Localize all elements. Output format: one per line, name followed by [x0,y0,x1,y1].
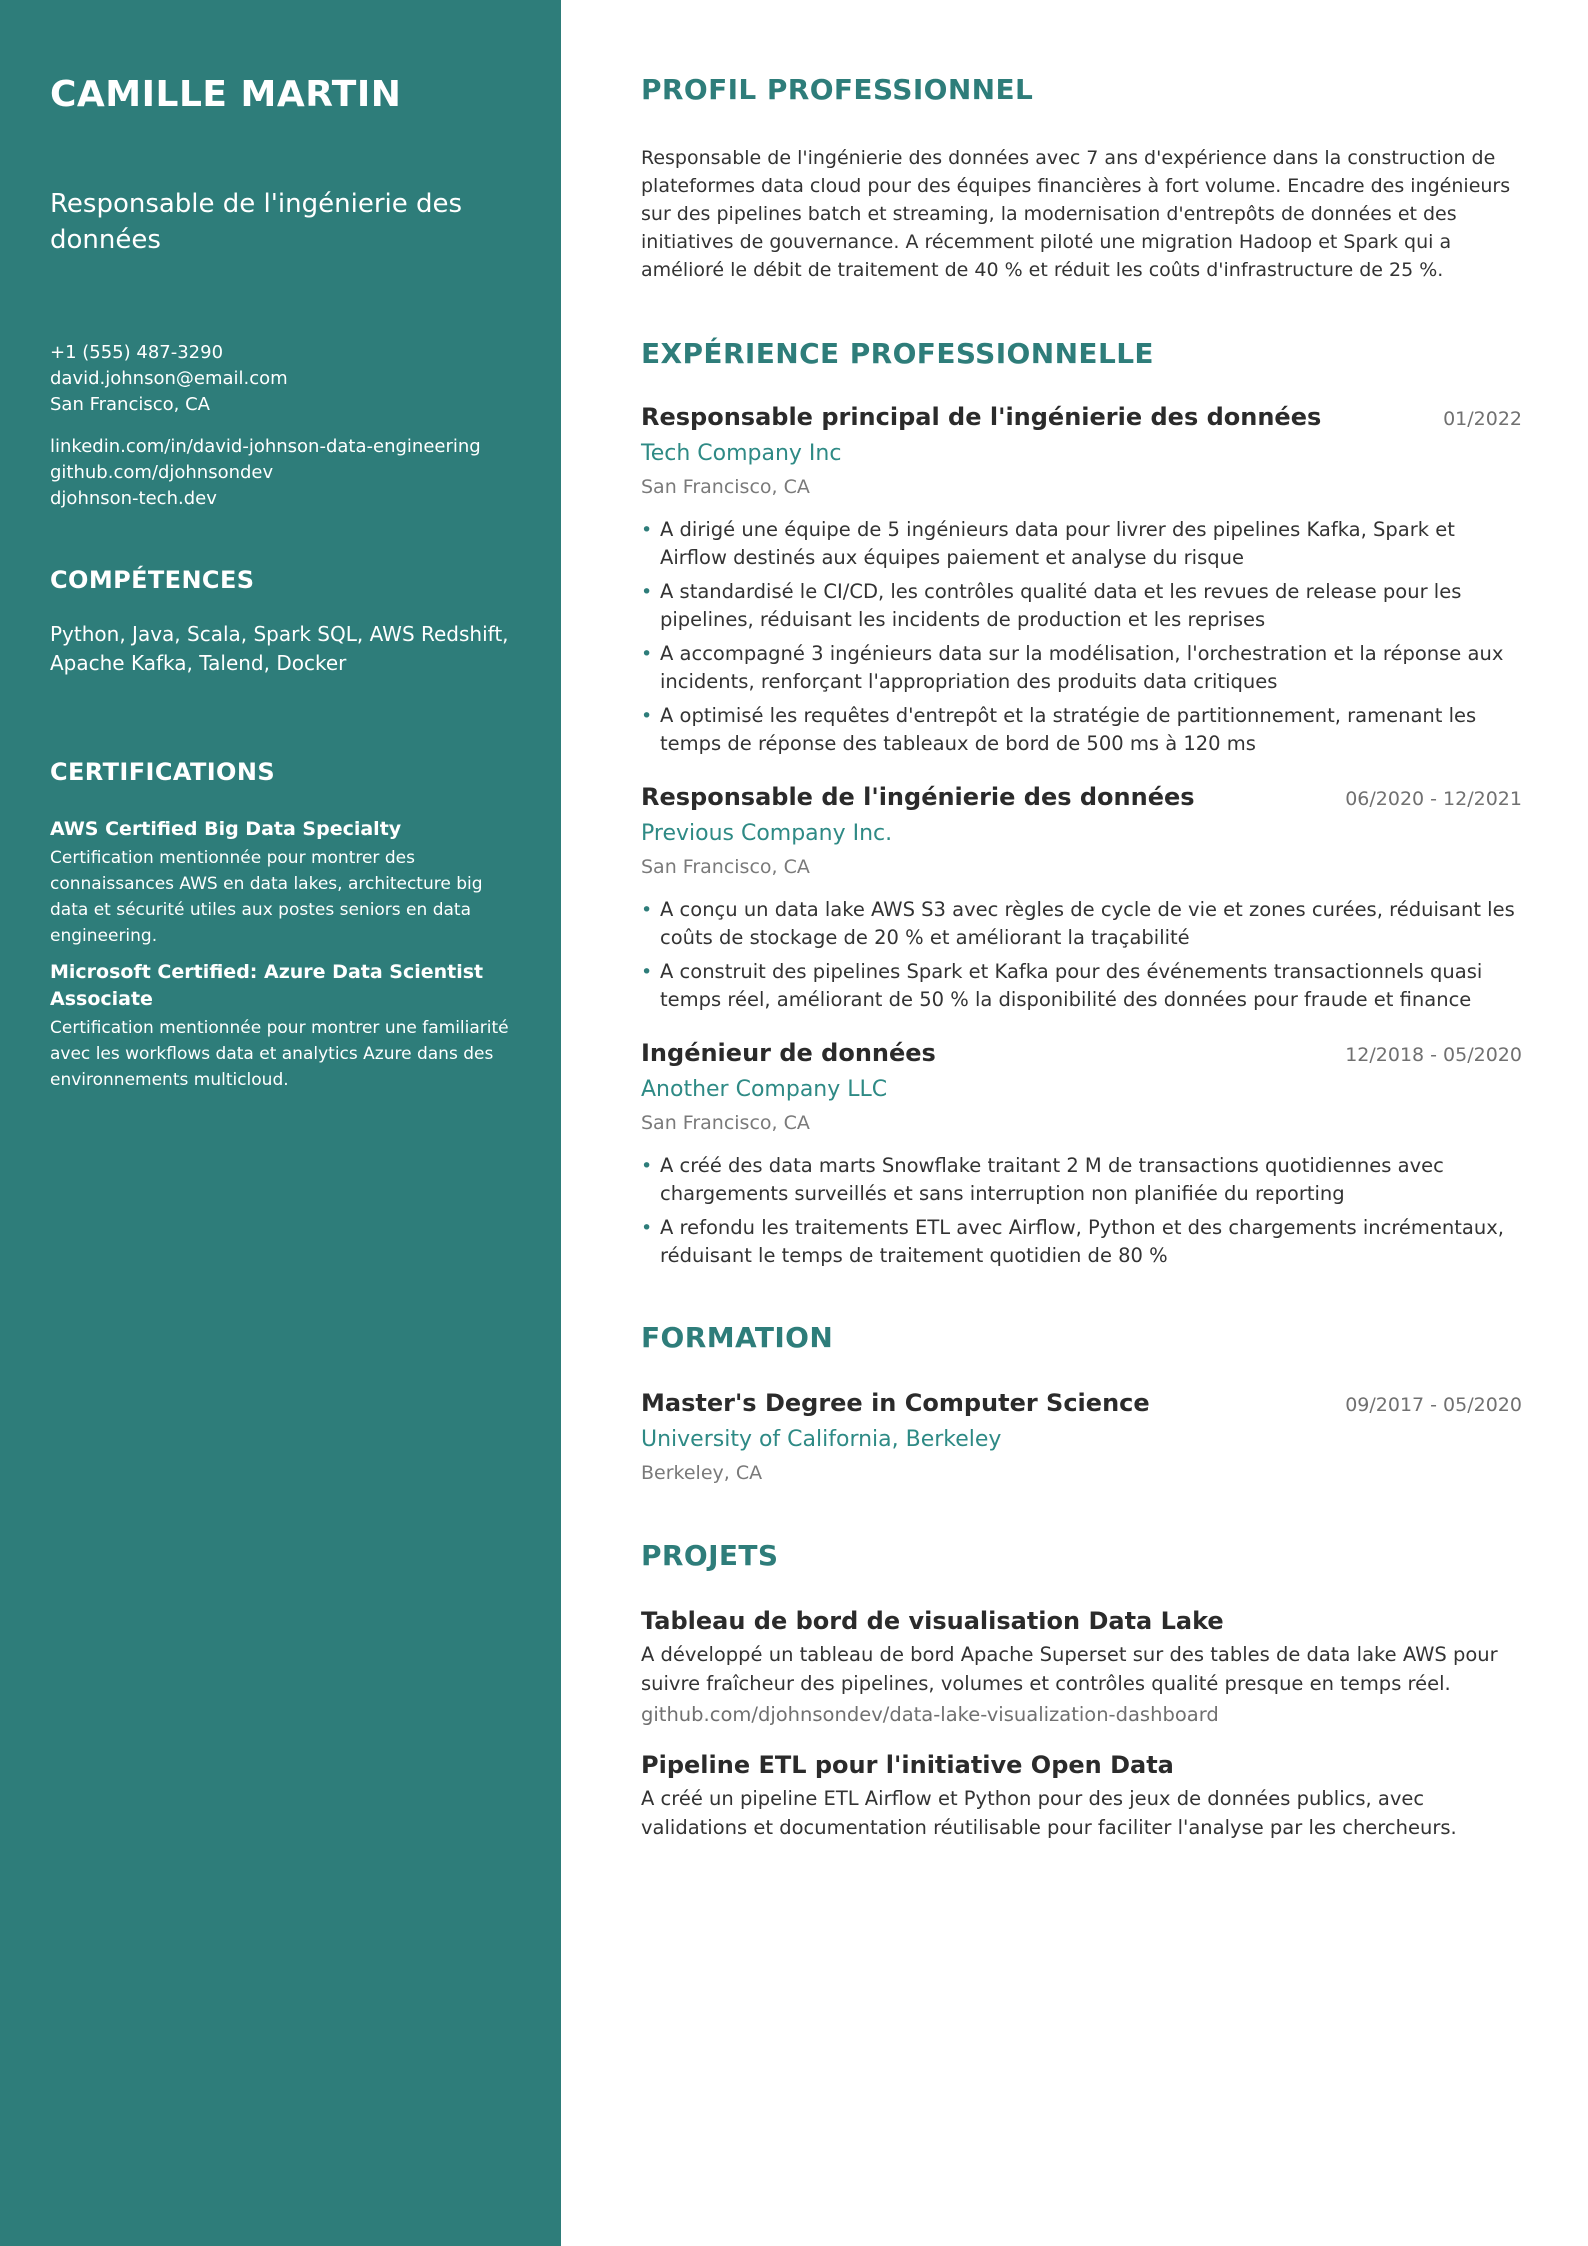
certification-name: AWS Certified Big Data Specialty [50,818,402,840]
website-link[interactable]: djohnson-tech.dev [50,488,217,509]
linkedin-link[interactable]: linkedin.com/in/david-johnson-data-engineering [50,436,481,457]
project-link[interactable]: github.com/djohnsondev/data-lake-visualization-dashboard [641,1703,1219,1726]
projects-heading: PROJETS [641,1539,779,1572]
certification-name: Microsoft Certified: Azure Data Scientist Associate [50,961,484,1010]
bullet-icon: • [641,961,653,983]
job-bullet: • A construit des pipelines Spark et Kafka pour des événements transactionnels quasi temps réel, améliorant de 50 % la disponibilité des données pour fraude et finance [641,960,1483,1011]
job-entry [641,400,1522,758]
bullet-icon: • [641,643,653,665]
github-link[interactable]: github.com/djohnsondev [50,462,274,483]
school-location: Berkeley, CA [641,1462,763,1484]
certification-description: Certification mentionnée pour montrer une familiarité avec les workflows data et analytics Azure dans des environnements multicloud. [50,1018,509,1090]
education-heading: FORMATION [641,1321,834,1354]
school-name: University of California, Berkeley [641,1427,1002,1452]
certification-description: Certification mentionnée pour montrer des connaissances AWS en data lakes, architecture big data et sécurité utiles aux postes seniors en data engineering. [50,848,483,946]
projects-list [641,1604,1522,1842]
education-entry [641,1386,1522,1488]
projects-section [641,1538,1522,1842]
candidate-name: CAMILLE MARTIN [50,74,402,115]
degree-title: Master's Degree in Computer Science [641,1389,1150,1417]
job-bullets [641,1152,1522,1270]
bullet-icon: • [641,581,653,603]
job-company: Another Company LLC [641,1077,888,1102]
skills-list: Python, Java, Scala, Spark SQL, AWS Redshift, Apache Kafka, Talend, Docker [50,622,509,675]
job-company: Previous Company Inc. [641,821,893,846]
job-entry [641,780,1522,1014]
experience-heading: EXPÉRIENCE PROFESSIONNELLE [641,337,1154,370]
job-location: San Francisco, CA [641,476,810,498]
bullet-icon: • [641,1155,653,1177]
job-location: San Francisco, CA [641,1112,810,1134]
job-date: 06/2020 - 12/2021 [1345,788,1522,810]
job-date: 12/2018 - 05/2020 [1345,1044,1522,1066]
phone-number: +1 (555) 487-3290 [50,342,224,363]
job-bullets [641,516,1522,758]
certification-item [50,816,511,949]
project-description: A développé un tableau de bord Apache Superset sur des tables de data lake AWS pour suivre fraîcheur des pipelines, volumes et contrôles qualité presque en temps réel. [641,1643,1498,1695]
project-entry [641,1604,1522,1730]
bullet-icon: • [641,519,653,541]
job-bullet: • A optimisé les requêtes d'entrepôt et la stratégie de partitionnement, ramenant les temps de réponse des tableaux de bord de 500 ms à 120 ms [641,704,1477,755]
project-name: Tableau de bord de visualisation Data Lake [641,1607,1224,1635]
contact-location: San Francisco, CA [50,394,210,415]
contact-block [50,340,511,418]
job-title: Responsable de l'ingénierie des données [641,783,1195,811]
main-content [561,0,1588,2246]
profile-section [641,72,1522,284]
job-company: Tech Company Inc [641,441,842,466]
profile-heading: PROFIL PROFESSIONNEL [641,73,1034,106]
job-bullet: • A refondu les traitements ETL avec Airflow, Python et des chargements incrémentaux, réduisant le temps de traitement quotidien de 80 % [641,1216,1504,1267]
education-list [641,1386,1522,1488]
project-description: A créé un pipeline ETL Airflow et Python pour des jeux de données publics, avec validations et documentation réutilisable pour faciliter l'analyse par les chercheurs. [641,1787,1457,1839]
job-title: Responsable principal de l'ingénierie des données [641,403,1322,431]
links-block [50,434,511,512]
job-bullets [641,896,1522,1014]
education-section [641,1320,1522,1488]
email-address[interactable]: david.johnson@email.com [50,368,288,389]
bullet-icon: • [641,705,653,727]
experience-section [641,336,1522,1270]
education-date: 09/2017 - 05/2020 [1345,1394,1522,1416]
bullet-icon: • [641,1217,653,1239]
certification-item [50,959,511,1093]
job-bullet: • A conçu un data lake AWS S3 avec règles de cycle de vie et zones curées, réduisant les coûts de stockage de 20 % et améliorant la traçabilité [641,898,1515,949]
job-bullet: • A accompagné 3 ingénieurs data sur la modélisation, l'orchestration et la réponse aux incidents, renforçant l'appropriation des produits data critiques [641,642,1504,693]
candidate-headline: Responsable de l'ingénierie des données [50,189,463,255]
project-entry [641,1748,1522,1842]
job-location: San Francisco, CA [641,856,810,878]
profile-summary: Responsable de l'ingénierie des données avec 7 ans d'expérience dans la construction de plateformes data cloud pour des équipes financières à fort volume. Encadre des ingénieurs sur des pipelines batch et streaming, la modernisation d'entrepôts de données et des initiatives de gouvernance. A récemment piloté une migration Hadoop et Spark qui a amélioré le débit de traitement de 40 % et réduit les coûts d'infrastructure de 25 %. [641,147,1511,281]
certifications-heading: CERTIFICATIONS [50,758,276,786]
certifications-list [50,816,511,1093]
job-title: Ingénieur de données [641,1039,936,1067]
job-bullet: • A standardisé le CI/CD, les contrôles qualité data et les revues de release pour les pipelines, réduisant les incidents de production et les reprises [641,580,1462,631]
job-date: 01/2022 [1443,408,1522,430]
skills-heading: COMPÉTENCES [50,566,255,594]
job-bullet: • A dirigé une équipe de 5 ingénieurs data pour livrer des pipelines Kafka, Spark et Airflow destinés aux équipes paiement et analyse du risque [641,518,1455,569]
job-entry [641,1036,1522,1270]
job-bullet: • A créé des data marts Snowflake traitant 2 M de transactions quotidiennes avec chargements surveillés et sans interruption non planifiée du reporting [641,1154,1444,1205]
sidebar [0,0,561,2246]
experience-list [641,400,1522,1270]
project-name: Pipeline ETL pour l'initiative Open Data [641,1751,1174,1779]
bullet-icon: • [641,899,653,921]
